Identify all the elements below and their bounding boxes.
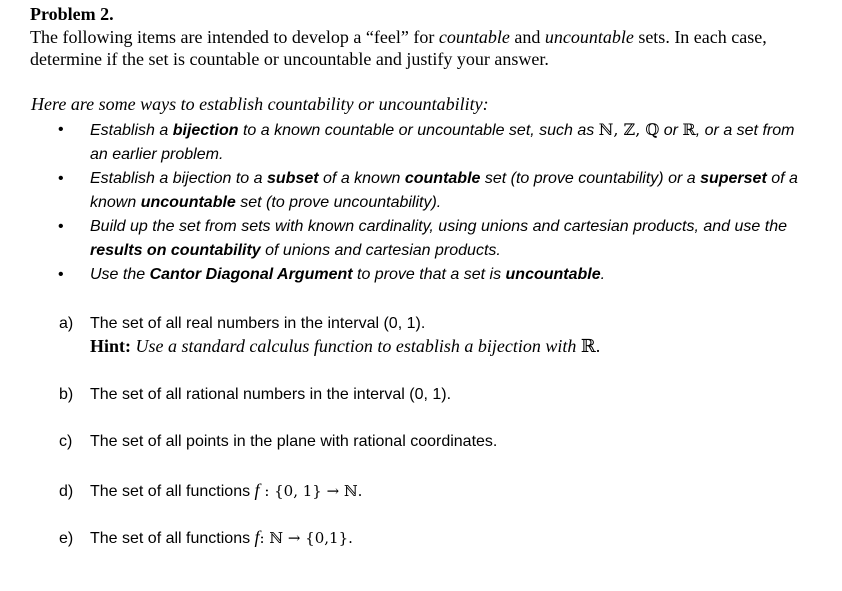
intro-countable: countable <box>438 27 510 47</box>
b3-t1: Build up the set from sets with known cardinality, using unions and cartesian products, and use the <box>90 218 787 235</box>
b1-t4: , or a set from an earlier problem. <box>90 122 795 163</box>
b1-t3: or <box>659 122 683 139</box>
method-build-up <box>0 215 810 263</box>
item-a <box>59 312 425 336</box>
item-label: e) <box>59 530 74 547</box>
item-text: The set of all points in the plane with rational coordinates. <box>90 433 498 450</box>
b2-bold3: superset <box>700 170 767 187</box>
function-symbol: f <box>254 480 260 500</box>
item-label: d) <box>59 483 74 500</box>
item-e <box>59 525 353 551</box>
bullet-dot: • <box>58 266 64 283</box>
item-label: c) <box>59 433 73 450</box>
bullet-dot: • <box>58 170 64 187</box>
method-cantor <box>0 263 810 287</box>
item-text: The set of all real numbers in the interval (0, 1). <box>90 315 426 332</box>
b2-t5: set (to prove uncountability). <box>235 194 442 211</box>
item-label: b) <box>59 386 74 403</box>
item-d <box>59 478 362 504</box>
b4-bold2: uncountable <box>505 266 601 283</box>
item-a-hint <box>90 336 600 357</box>
b3-bold1: results on countability <box>90 242 261 259</box>
b3-t2: of unions and cartesian products. <box>260 242 501 259</box>
intro-and: and <box>509 27 545 47</box>
methods-list <box>0 118 842 287</box>
item-label: a) <box>59 315 74 332</box>
function-symbol: f <box>254 527 260 547</box>
b4-t1: Use the <box>90 266 150 283</box>
b1-t1: Establish a <box>90 122 173 139</box>
item-b <box>59 383 451 407</box>
function-signature: : ℕ → {0,1}. <box>259 529 353 547</box>
b1-bold1: bijection <box>172 122 239 139</box>
intro-text-2: sets. In each case, determine if the set is countable or uncountable and justify your answer. <box>30 27 767 69</box>
intro-uncountable: uncountable <box>544 27 634 47</box>
method-bijection <box>0 118 810 167</box>
bullet-dot: • <box>58 121 64 138</box>
b2-t4: of a known <box>90 170 798 211</box>
problem-title: Problem 2. <box>30 4 114 24</box>
b4-t2: to prove that a set is <box>352 266 506 283</box>
item-c <box>59 430 497 454</box>
method-subset <box>0 167 810 215</box>
b2-t2: of a known <box>318 170 405 187</box>
hint-text: Use a standard calculus function to establish a bijection with <box>131 336 581 356</box>
item-text: The set of all rational numbers in the interval (0, 1). <box>90 386 452 403</box>
b1-t2: to a known countable or uncountable set, such as <box>238 122 599 139</box>
b1-sets: ℕ, ℤ, ℚ <box>598 120 660 139</box>
b1-reals: ℝ <box>682 120 696 139</box>
function-signature: : {0, 1} → ℕ. <box>259 482 363 500</box>
item-text: The set of all functions <box>90 530 255 547</box>
hint-label: Hint: <box>90 336 132 356</box>
b2-bold4: uncountable <box>140 194 236 211</box>
b2-t3: set (to prove countability) or a <box>480 170 701 187</box>
b2-t1: Establish a bijection to a <box>90 170 267 187</box>
b4-bold1: Cantor Diagonal Argument <box>149 266 353 283</box>
item-text: The set of all functions <box>90 483 255 500</box>
b2-bold2: countable <box>404 170 481 187</box>
hint-set: ℝ <box>580 336 596 357</box>
hint-end: . <box>595 336 601 356</box>
bullet-dot: • <box>58 218 64 235</box>
problem-intro <box>30 26 830 70</box>
ways-heading: Here are some ways to establish countability or uncountability: <box>31 94 489 114</box>
b2-bold1: subset <box>267 170 319 187</box>
intro-text-1: The following items are intended to develop a “feel” for <box>30 27 439 47</box>
b4-t3: . <box>600 266 606 283</box>
